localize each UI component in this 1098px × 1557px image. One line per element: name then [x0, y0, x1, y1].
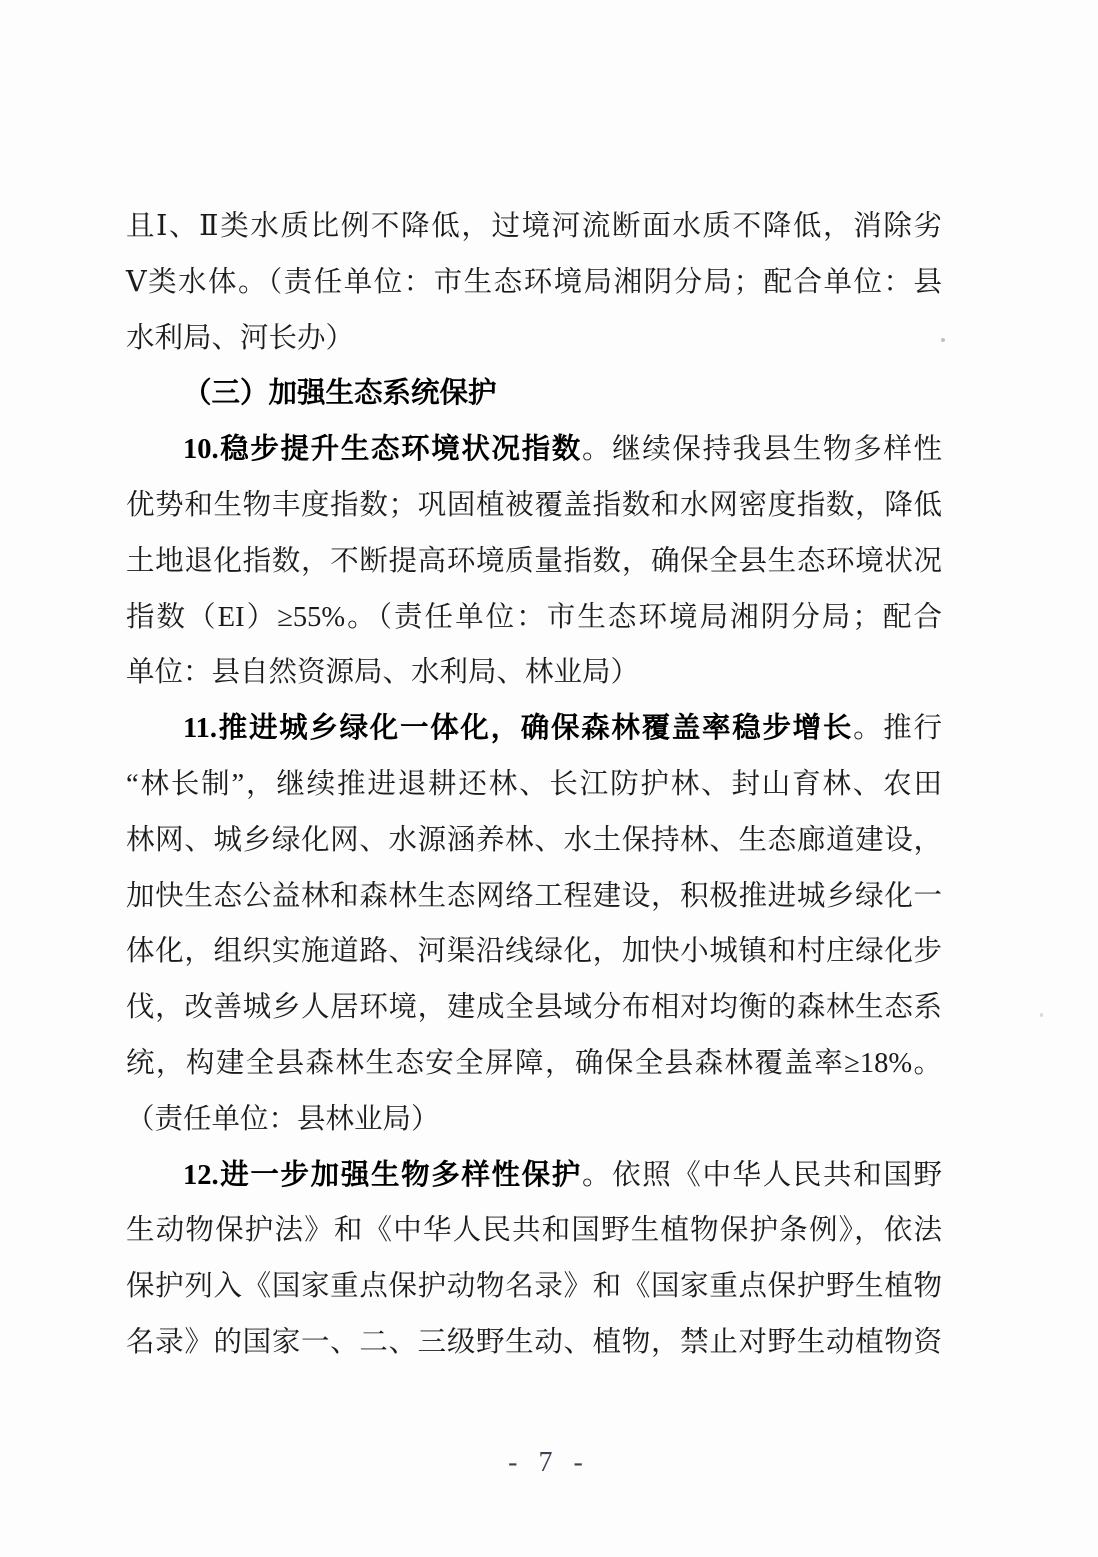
text-line	[126, 980, 942, 1036]
text-line	[126, 1315, 942, 1371]
text-segment: 。依照《中华人民共和国野	[581, 1159, 942, 1191]
text-line	[126, 924, 942, 980]
paragraph-continuation	[126, 199, 942, 366]
text-segment: 伐，改善城乡人居环境，建成全县域分布相对均衡的森林生态系	[126, 992, 942, 1024]
text-segment: 生动物保护法》和《中华人民共和国野生植物保护条例》，依法	[126, 1215, 942, 1247]
document-body	[126, 199, 942, 1371]
text-line	[126, 813, 942, 869]
text-line	[126, 590, 942, 646]
scan-artifact-dot	[1040, 1013, 1043, 1017]
text-line	[126, 645, 942, 701]
text-segment: 保护列入《国家重点保护动物名录》和《国家重点保护野生植物	[126, 1271, 942, 1303]
text-line	[126, 534, 942, 590]
text-segment: 单位：县自然资源局、水利局、林业局）	[126, 657, 640, 689]
text-segment: Ⅴ类水体。（责任单位：市生态环境局湘阴分局；配合单位：县	[126, 266, 942, 298]
text-line	[126, 701, 942, 757]
text-segment: 。继续保持我县生物多样性	[581, 434, 942, 466]
text-segment: 统，构建全县森林生态安全屏障，确保全县森林覆盖率≥18%。	[126, 1047, 942, 1079]
text-segment: 名录》的国家一、二、三级野生动、植物，禁止对野生动植物资	[126, 1326, 942, 1358]
text-line	[126, 1203, 942, 1259]
text-line	[126, 478, 942, 534]
text-line	[126, 255, 942, 311]
text-line	[126, 869, 942, 925]
text-line	[126, 1092, 942, 1148]
section-heading-3	[126, 366, 942, 422]
text-segment: 。推行	[853, 713, 942, 745]
text-segment: （责任单位：县林业局）	[126, 1103, 440, 1135]
text-segment: 指数（EI）≥55%。（责任单位：市生态环境局湘阴分局；配合	[126, 601, 942, 633]
page-number: - 7 -	[508, 1447, 590, 1478]
text-line	[126, 1036, 942, 1092]
text-segment-bold: 10.稳步提升生态环境状况指数	[183, 434, 582, 466]
text-segment: 水利局、河长办）	[126, 322, 355, 354]
text-segment: 土地退化指数，不断提高环境质量指数，确保全县生态环境状况	[126, 545, 942, 577]
text-line	[126, 1148, 942, 1204]
text-line	[126, 757, 942, 813]
text-line	[126, 1259, 942, 1315]
text-segment-bold: 12.进一步加强生物多样性保护	[183, 1159, 582, 1191]
text-line	[126, 311, 942, 367]
text-segment: 优势和生物丰度指数；巩固植被覆盖指数和水网密度指数，降低	[126, 489, 942, 521]
text-segment-bold: （三）加强生态系统保护	[183, 378, 497, 410]
text-segment: “林长制”，继续推进退耕还林、长江防护林、封山育林、农田	[126, 768, 942, 800]
text-line	[126, 366, 942, 422]
text-line	[126, 422, 942, 478]
text-line	[126, 199, 942, 255]
paragraph-item-10	[126, 422, 942, 701]
text-segment: 林网、城乡绿化网、水源涵养林、水土保持林、生态廊道建设，	[126, 824, 942, 856]
text-segment: 且Ⅰ、Ⅱ类水质比例不降低，过境河流断面水质不降低，消除劣	[126, 211, 942, 242]
paragraph-item-11	[126, 701, 942, 1147]
text-segment-bold: 11.推进城乡绿化一体化，确保森林覆盖率稳步增长	[183, 713, 854, 745]
paragraph-item-12	[126, 1148, 942, 1371]
text-segment: 体化，组织实施道路、河渠沿线绿化，加快小城镇和村庄绿化步	[126, 936, 942, 968]
text-segment: 加快生态公益林和森林生态网络工程建设，积极推进城乡绿化一	[126, 880, 942, 912]
scan-artifact-dot	[941, 338, 945, 342]
